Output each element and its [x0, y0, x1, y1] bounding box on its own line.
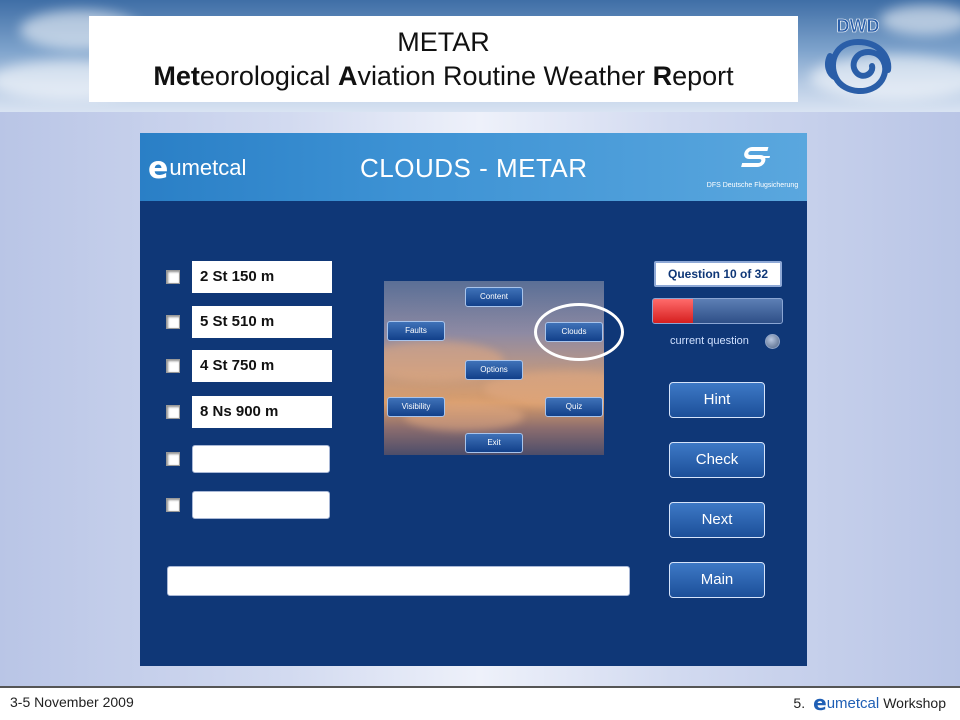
- app-window: [140, 133, 807, 666]
- dwd-logo: [818, 12, 898, 102]
- preview-button-content: Content: [465, 287, 523, 307]
- current-question-label: current question: [670, 335, 749, 347]
- answer-row: [166, 443, 330, 475]
- footer-date: 3-5 November 2009: [10, 694, 134, 710]
- answer-field[interactable]: 2 St 150 m: [192, 261, 332, 293]
- answer-row: [166, 261, 332, 293]
- hint-button[interactable]: Hint: [669, 382, 765, 418]
- footer-prefix: 5.: [793, 695, 806, 711]
- preview-button-options: Options: [465, 360, 523, 380]
- next-button[interactable]: Next: [669, 502, 765, 538]
- check-button[interactable]: Check: [669, 442, 765, 478]
- footer-brand-name: umetcal: [826, 694, 880, 712]
- answer-row: [166, 489, 330, 521]
- preview-button-clouds: Clouds: [545, 322, 603, 342]
- slide-title-line1: METAR: [397, 27, 490, 57]
- eumetcal-logo: e umetcal: [148, 150, 247, 186]
- footer-event: [793, 691, 946, 715]
- preview-button-exit: Exit: [465, 433, 523, 453]
- answer-field[interactable]: [192, 491, 330, 519]
- answer-row: [166, 306, 332, 338]
- answer-checkbox[interactable]: [166, 498, 180, 512]
- dfs-logo-icon: [733, 145, 773, 175]
- free-text-input[interactable]: [167, 566, 630, 596]
- progress-fill: [653, 299, 693, 323]
- footer-suffix: Workshop: [883, 695, 946, 711]
- answer-checkbox[interactable]: [166, 359, 180, 373]
- dfs-logo: [705, 145, 800, 191]
- highlight-circle: [534, 303, 624, 361]
- preview-button-visibility: Visibility: [387, 397, 445, 417]
- answer-field[interactable]: 4 St 750 m: [192, 350, 332, 382]
- footer-brand-e: e: [813, 691, 827, 715]
- progress-bar: [652, 298, 783, 324]
- answer-field[interactable]: [192, 445, 330, 473]
- answer-checkbox[interactable]: [166, 405, 180, 419]
- answer-field[interactable]: 8 Ns 900 m: [192, 396, 332, 428]
- main-button[interactable]: Main: [669, 562, 765, 598]
- dwd-logo-text: DWD: [836, 16, 880, 36]
- app-title: CLOUDS - METAR: [360, 153, 588, 183]
- answer-row: [166, 350, 332, 382]
- answer-field[interactable]: 5 St 510 m: [192, 306, 332, 338]
- slide-title-line2: Meteorological Aviation Routine Weather Report: [153, 61, 734, 91]
- answer-checkbox[interactable]: [166, 270, 180, 284]
- answer-checkbox[interactable]: [166, 452, 180, 466]
- app-header: [140, 133, 807, 201]
- preview-button-faults: Faults: [387, 321, 445, 341]
- slide-title: [89, 16, 798, 102]
- answer-checkbox[interactable]: [166, 315, 180, 329]
- dfs-text: DFS Deutsche Flugsicherung: [706, 182, 799, 189]
- question-counter: Question 10 of 32: [654, 261, 782, 287]
- answer-row: [166, 396, 332, 428]
- preview-button-quiz: Quiz: [545, 397, 603, 417]
- slide-footer: [0, 688, 960, 720]
- current-question-indicator[interactable]: [765, 334, 780, 349]
